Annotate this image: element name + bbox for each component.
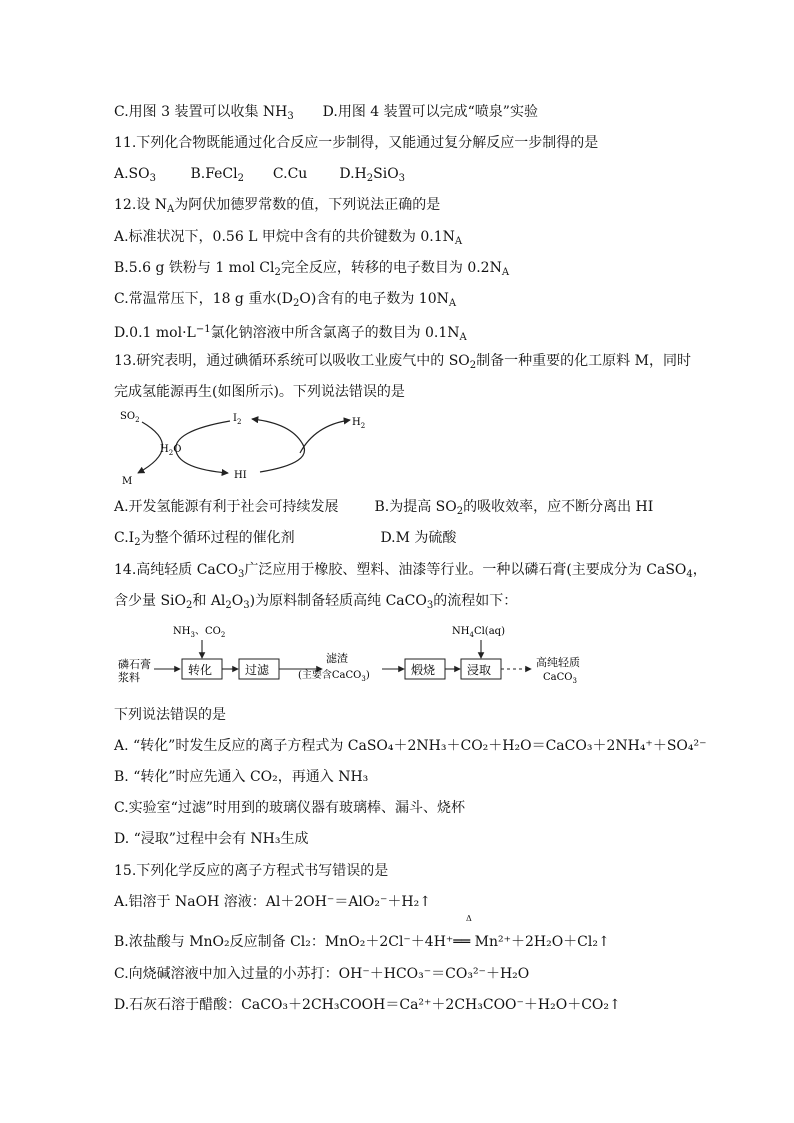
q10-option-d: D.用图 4 装置可以完成“喷泉”实验 xyxy=(322,104,538,120)
q10-options xyxy=(114,102,538,127)
q13-option-a: A.开发氢能源有利于社会可持续发展 xyxy=(114,499,339,515)
process-flowchart xyxy=(110,618,620,690)
arc-hi-to-i2 xyxy=(252,419,304,472)
flow-product-line1: 高纯轻质 xyxy=(536,656,580,669)
svg-text:转化: 转化 xyxy=(188,663,213,677)
q13-stem-line2: 完成氢能源再生(如图所示)。下列说法错误的是 xyxy=(114,384,405,400)
flow-product-line2: CaCO$_3$ xyxy=(543,672,577,685)
q13-option-b: B.为提高 $SO_2$的吸收效率，应不断分离出 HI xyxy=(374,499,654,517)
svg-text:过滤: 过滤 xyxy=(245,663,270,677)
arc-to-h2 xyxy=(300,420,350,453)
flow-raw-line2: 浆料 xyxy=(118,671,140,684)
q15-stem: 15.下列化学反应的离子方程式书写错误的是 xyxy=(114,863,389,879)
q13-options-cd xyxy=(114,528,456,553)
q15-option-a: A.铝溶于 NaOH 溶液：Al＋2OH⁻＝AlO₂⁻＋H₂↑ xyxy=(114,894,431,910)
q15-option-c: C.向烧碱溶液中加入过量的小苏打：OH⁻＋HCO₃⁻＝CO₃²⁻＋H₂O xyxy=(114,966,530,982)
flow-input-2: $NH_4Cl(aq)$ xyxy=(452,626,505,639)
q15-option-d: D.石灰石溶于醋酸：CaCO₃＋2CH₃COOH＝Ca²⁺＋2CH₃COO⁻＋H₂O＋CO₂↑ xyxy=(114,997,621,1013)
q11-option-b: B.FeCl$_2$ xyxy=(190,166,244,184)
q11-option-a: $A.SO_3$ xyxy=(114,166,157,184)
q14-after: 下列说法错误的是 xyxy=(114,707,226,723)
iodine-cycle-diagram xyxy=(110,405,390,487)
q13-options-ab xyxy=(114,497,653,522)
q14-option-d: D. “浸取”过程中会有 NH₃生成 xyxy=(114,831,309,847)
svg-text:浸取: 浸取 xyxy=(467,663,492,677)
q13-option-c: $C.I_2$为整个循环过程的催化剂 xyxy=(114,530,295,548)
q13-stem-line1: 13.研究表明，通过碘循环系统可以吸收工业废气中的 $SO_2$制备一种重要的化工原料 M，同时 xyxy=(114,353,691,371)
arc-i2-to-hi xyxy=(176,421,230,473)
q12-option-b: B.5.6 g 铁粉与 1 mol $Cl_2$完全反应，转移的电子数目为 $0.2N_A$ xyxy=(114,260,510,278)
q15-option-b-condition: Δ xyxy=(466,914,472,923)
q11-options xyxy=(114,164,405,189)
flow-input-1: $NH_3$、$CO_2$ xyxy=(173,626,226,639)
q14-option-a: A. “转化”时发生反应的离子方程式为 CaSO₄＋2NH₃＋CO₂＋H₂O＝CaCO₃＋2NH₄⁺＋SO₄²⁻ xyxy=(114,738,707,754)
q15-option-b: B.浓盐酸与 MnO₂反应制备 Cl₂：MnO₂＋2Cl⁻＋4H⁺══ Mn²⁺＋2H₂O＋Cl₂↑ xyxy=(114,934,610,950)
svg-text:煅烧: 煅烧 xyxy=(411,663,436,677)
label-hi: HI xyxy=(234,470,247,481)
label-so2: $SO_2$ xyxy=(120,411,140,424)
q14-option-c: C.实验室“过滤”时用到的玻璃仪器有玻璃棒、漏斗、烧杯 xyxy=(114,800,465,816)
arc-so2-to-m xyxy=(138,422,163,473)
label-i2: $I_2$ xyxy=(233,413,242,426)
q12-stem: 12.设 $N_A$为阿伏加德罗常数的值，下列说法正确的是 xyxy=(114,197,441,215)
q14-stem-line1: 14.高纯轻质 CaCO$_3$广泛应用于橡胶、塑料、油漆等行业。一种以磷石膏(主要成分为 CaSO$_4$， xyxy=(114,562,707,580)
q14-stem-line2: 含少量 SiO$_2$和 $Al_2O_3$)为原料制备轻质高纯 CaCO$_3$的流程如下： xyxy=(114,593,518,611)
q10-option-c: C.用图 3 装置可以收集 $NH_3$ xyxy=(114,104,294,122)
q14-option-b: B. “转化”时应先通入 CO₂，再通入 NH₃ xyxy=(114,769,369,785)
label-h2: $H_2$ xyxy=(352,417,366,430)
q11-option-c: C.Cu xyxy=(272,166,308,182)
q12-option-d: D.0.1 $mol\cdot L^{-1}$氯化钠溶液中所含氯离子的数目为 $0.1N_A$ xyxy=(114,324,467,343)
q11-option-d: $D.H_2SiO_3$ xyxy=(339,166,406,184)
q11-stem: 11.下列化合物既能通过化合反应一步制得，又能通过复分解反应一步制得的是 xyxy=(114,135,599,151)
label-h2o: $H_2O$ xyxy=(160,444,182,457)
q12-option-a: A.标准状况下，0.56 L 甲烷中含有的共价键数为 $0.1N_A$ xyxy=(114,229,463,247)
q13-option-d: D.M 为硫酸 xyxy=(380,530,457,546)
flow-residue-line1: 滤渣 xyxy=(326,652,348,665)
label-m: M xyxy=(122,476,133,487)
q12-option-c: C.常温常压下，18 g 重水$(D_2O)$含有的电子数为 $10N_A$ xyxy=(114,291,457,309)
flow-raw-line1: 磷石膏 xyxy=(118,658,151,671)
flow-residue-line2: (主要含CaCO$_3$) xyxy=(298,670,370,683)
